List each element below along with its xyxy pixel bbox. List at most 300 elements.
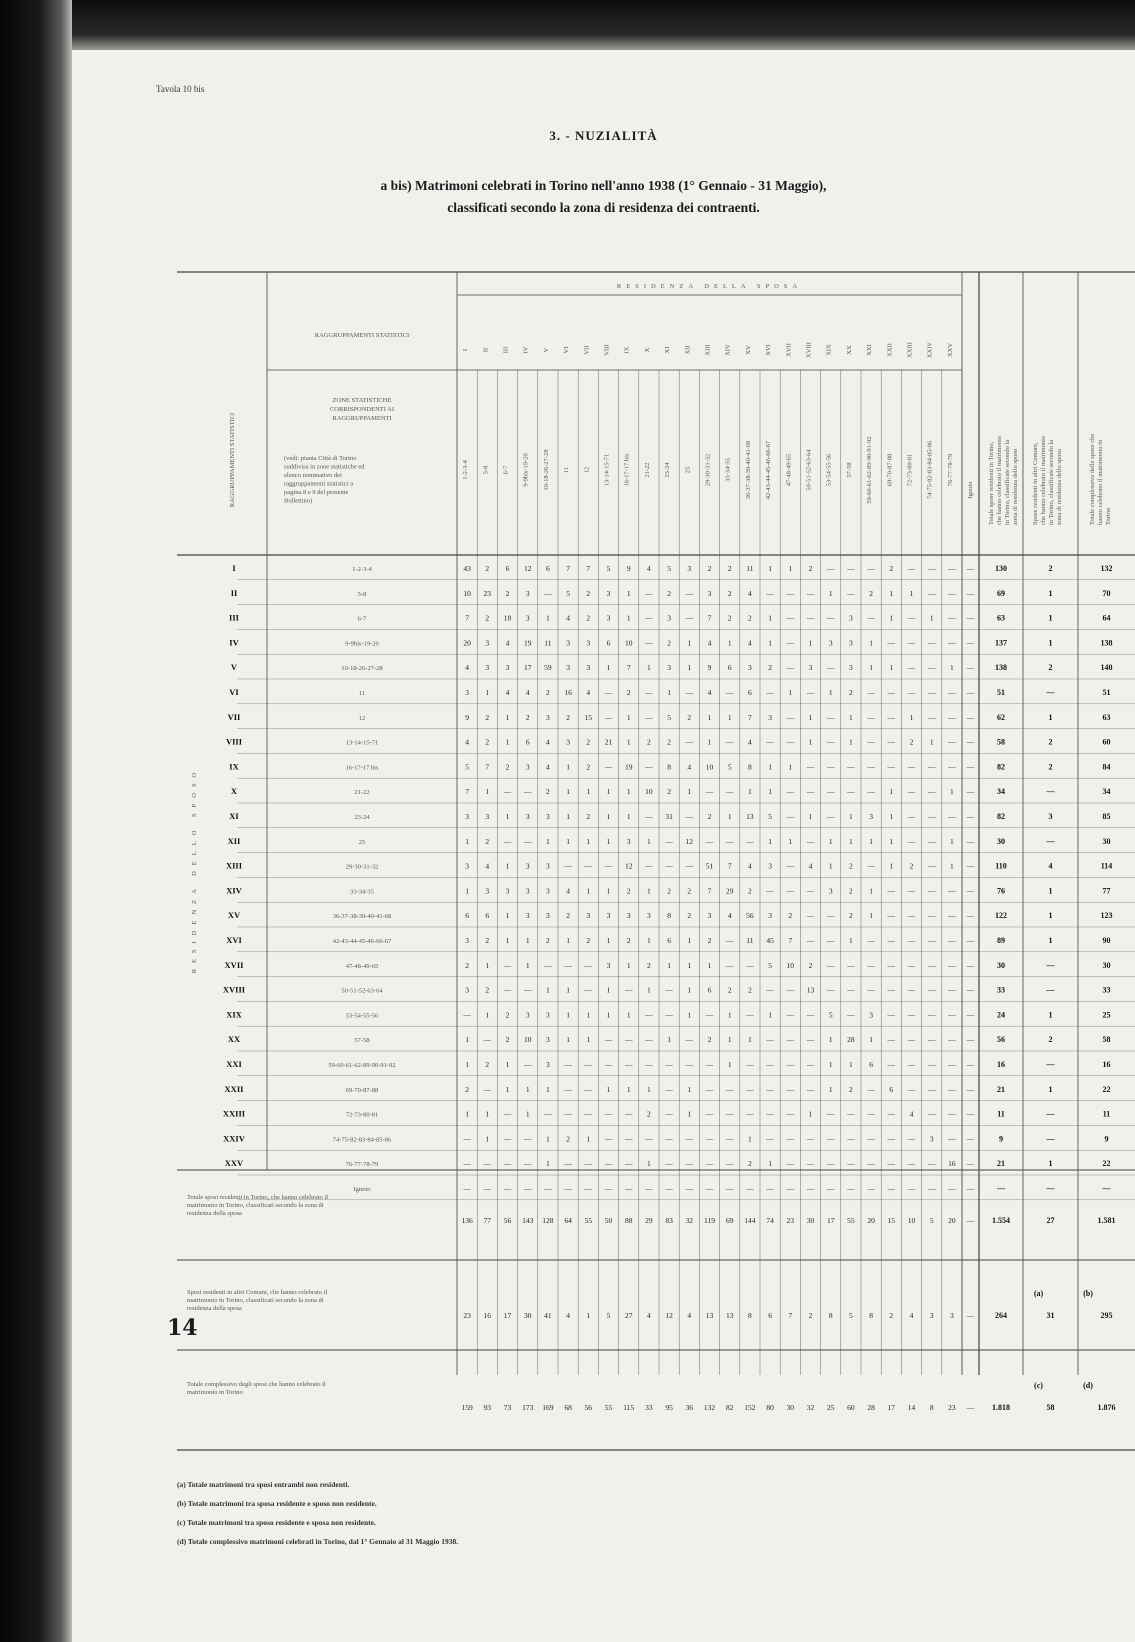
cell-XX-XXIII: — bbox=[907, 1035, 916, 1045]
row-label-VIII: VIII bbox=[225, 736, 243, 747]
cell-X-V: 2 bbox=[546, 787, 550, 797]
book-spine bbox=[0, 0, 72, 1642]
cell-II-XXV: — bbox=[948, 588, 956, 598]
cell-III-III: 18 bbox=[503, 613, 512, 623]
cell-XXII-VIII: 1 bbox=[606, 1084, 611, 1094]
cell-ignoto: — bbox=[966, 588, 975, 598]
cell-II-XXIV: — bbox=[927, 588, 936, 598]
summary-cell: 55 bbox=[604, 1403, 613, 1412]
cell-VIII-V: 4 bbox=[546, 737, 550, 747]
cell-totale: 82 bbox=[997, 762, 1005, 772]
cell-XXIV-III: — bbox=[503, 1134, 512, 1144]
cell-XXI-VI: — bbox=[564, 1060, 572, 1069]
cell-X-XIII: — bbox=[705, 787, 714, 797]
cell-XXI-X: — bbox=[645, 1060, 653, 1069]
footnotes bbox=[177, 1475, 458, 1551]
cell-VI-III: 4 bbox=[505, 688, 510, 697]
col-zone-III: 6-7 bbox=[502, 465, 510, 475]
cell-XXIV-XXV: — bbox=[948, 1134, 956, 1144]
cell-XIII-XIII: 51 bbox=[705, 861, 714, 871]
cell-VII-IV: 2 bbox=[525, 712, 530, 722]
cell-VI-IV: 4 bbox=[525, 688, 530, 697]
summary-totale: 1.554 bbox=[992, 1216, 1010, 1225]
cell-XXIV-XI: — bbox=[665, 1134, 673, 1144]
cell-XII-XIX: 1 bbox=[828, 836, 833, 846]
col-roman-XXI: XXI bbox=[866, 344, 874, 356]
summary-cell: 68 bbox=[564, 1403, 572, 1412]
cell-XIX-X: — bbox=[645, 1010, 653, 1020]
cell-VIII-XIV: — bbox=[725, 737, 734, 747]
cell-X-XXII: 1 bbox=[889, 787, 894, 797]
cell-VI-II: 1 bbox=[485, 688, 490, 697]
cell-altri: — bbox=[1046, 1134, 1055, 1144]
col-roman-II: II bbox=[482, 347, 490, 353]
cell-V-VI: 3 bbox=[566, 663, 570, 673]
cell-VII-IX: 1 bbox=[626, 712, 631, 722]
cell-XVII-V: — bbox=[544, 960, 552, 970]
cell-III-XIV: 2 bbox=[727, 613, 732, 623]
cell-XIII-XVII: — bbox=[786, 861, 795, 871]
cell-XXIV-XXI: — bbox=[867, 1134, 875, 1144]
cell-X-III: — bbox=[503, 787, 512, 797]
cell-XIX-XXII: — bbox=[887, 1010, 896, 1020]
cell-XIV-XII: 2 bbox=[687, 886, 692, 896]
cell-VI-XXIV: — bbox=[927, 688, 936, 697]
cell-XXI-XXIII: — bbox=[907, 1060, 916, 1069]
cell-ignoto-XIX: — bbox=[826, 1184, 835, 1193]
cell-IX-IV: 3 bbox=[525, 762, 530, 772]
cell-XXV-XXIV: — bbox=[927, 1159, 936, 1169]
cell-totale: 130 bbox=[995, 564, 1007, 573]
cell-altri: 4 bbox=[1048, 861, 1053, 871]
cell-XVI-IX: 2 bbox=[626, 936, 631, 945]
cell-VII-XVIII: 1 bbox=[808, 712, 813, 722]
col-zone-XXIV: 74-75-82-83-84-85-86 bbox=[926, 440, 934, 500]
cell-XX-XX: 28 bbox=[847, 1035, 855, 1045]
cell-ignoto: — bbox=[966, 638, 975, 648]
cell-XXV-XIV: — bbox=[725, 1159, 734, 1169]
cell-XIV-XXIII: — bbox=[907, 886, 916, 896]
cell-XVIII-VIII: 1 bbox=[606, 985, 611, 995]
cell-XIX-II: 1 bbox=[485, 1010, 490, 1020]
cell-X-II: 1 bbox=[485, 787, 490, 797]
cell-XII-XXII: 1 bbox=[889, 836, 894, 846]
row-zone-XIII: 29-30-31-32 bbox=[345, 863, 379, 871]
cell-ignoto-X: — bbox=[645, 1184, 653, 1193]
cell-VIII-XXIII: 2 bbox=[909, 737, 914, 747]
cell-compl: 22 bbox=[1102, 1159, 1111, 1169]
cell-I-XII: 3 bbox=[687, 564, 692, 573]
summary-altri-mark: (c) bbox=[1034, 1381, 1043, 1390]
cell-VIII-III: 1 bbox=[505, 737, 510, 747]
cell-XXIII-XVII: — bbox=[786, 1109, 795, 1119]
cell-XX-XXI: 1 bbox=[869, 1035, 873, 1045]
cell-XI-VI: 1 bbox=[566, 812, 570, 821]
summary-altri: 58 bbox=[1046, 1403, 1055, 1412]
col-roman-XVII: XVII bbox=[785, 343, 793, 357]
cell-compl: 64 bbox=[1102, 613, 1111, 623]
cell-III-XIII: 7 bbox=[707, 613, 712, 623]
cell-XVII-XX: — bbox=[847, 960, 855, 970]
cell-XVII-XIX: — bbox=[826, 960, 835, 970]
cell-III-XXIII: — bbox=[907, 613, 916, 623]
cell-III-XV: 2 bbox=[748, 613, 752, 623]
cell-XI-XVIII: 1 bbox=[808, 812, 813, 821]
cell-XXI-XV: — bbox=[746, 1060, 754, 1069]
cell-IV-XIX: 3 bbox=[828, 638, 833, 648]
cell-altri: 1 bbox=[1048, 1010, 1053, 1020]
cell-XI-X: — bbox=[645, 812, 653, 821]
cell-XXIII-II: 1 bbox=[485, 1109, 490, 1119]
cell-altri: — bbox=[1046, 1109, 1055, 1119]
cell-XII-I: 1 bbox=[465, 836, 469, 846]
cell-III-XXI: — bbox=[867, 613, 875, 623]
cell-compl: 123 bbox=[1100, 911, 1113, 921]
summary-totale: 264 bbox=[995, 1311, 1007, 1320]
cell-compl: 33 bbox=[1102, 985, 1111, 995]
cell-XVI-XXI: — bbox=[867, 936, 875, 945]
cell-XVII-XI: 1 bbox=[667, 960, 671, 970]
cell-II-VII: 2 bbox=[586, 588, 591, 598]
cell-I-XI: 5 bbox=[667, 564, 671, 573]
cell-ignoto: — bbox=[966, 762, 975, 772]
cell-XXIV-XX: — bbox=[847, 1134, 855, 1144]
cell-totale: 137 bbox=[995, 638, 1007, 648]
cell-XVI-XXII: — bbox=[887, 936, 896, 945]
cell-XI-V: 3 bbox=[546, 812, 550, 821]
cell-XXI-II: 2 bbox=[485, 1060, 490, 1069]
cell-XIII-XXIV: — bbox=[927, 861, 936, 871]
summary-cell: 115 bbox=[623, 1403, 635, 1412]
cell-XII-VI: 1 bbox=[566, 836, 570, 846]
document-page bbox=[72, 50, 1135, 1642]
cell-ignoto-XXIV: — bbox=[927, 1184, 936, 1193]
cell-XVIII-VI: 1 bbox=[566, 985, 570, 995]
cell-totale: — bbox=[997, 1184, 1005, 1193]
cell-ignoto-XVI: — bbox=[766, 1184, 774, 1193]
cell-XIII-XVI: 3 bbox=[768, 861, 772, 871]
cell-VIII-XIII: 1 bbox=[707, 737, 712, 747]
cell-ignoto: — bbox=[966, 564, 975, 573]
summary-cell: 80 bbox=[766, 1403, 774, 1412]
cell-XXI-XVI: — bbox=[766, 1060, 774, 1069]
cell-XI-III: 1 bbox=[505, 812, 510, 821]
section-title: 3. - NUZIALITÀ bbox=[549, 128, 658, 143]
cell-XXIV-XII: — bbox=[685, 1134, 694, 1144]
row-zone-VII: 12 bbox=[358, 714, 366, 722]
cell-totale: 76 bbox=[997, 886, 1005, 896]
cell-XXII-XIV: — bbox=[725, 1084, 734, 1094]
cell-ignoto: — bbox=[966, 985, 975, 995]
cell-XX-II: — bbox=[483, 1035, 492, 1045]
cell-IX-X: — bbox=[645, 762, 653, 772]
row-label-IV: IV bbox=[229, 637, 239, 648]
cell-IV-XI: 2 bbox=[667, 638, 671, 648]
row-label-XXIII: XXIII bbox=[222, 1108, 246, 1119]
cell-ignoto-XI: — bbox=[665, 1184, 673, 1193]
summary-cell: 4 bbox=[647, 1311, 651, 1320]
cell-XI-XVII: — bbox=[786, 812, 795, 821]
cell-compl: 63 bbox=[1102, 712, 1111, 722]
cell-XVI-XVII: 7 bbox=[788, 936, 793, 945]
row-zone-XXIV: 74-75-82-83-84-85-86 bbox=[332, 1136, 392, 1144]
col-roman-VI: VI bbox=[563, 346, 571, 354]
cell-ignoto-IX: — bbox=[624, 1184, 633, 1193]
cell-VII-V: 3 bbox=[546, 712, 550, 722]
cell-V-XV: 3 bbox=[748, 663, 752, 673]
cell-XI-XII: — bbox=[685, 812, 694, 821]
cell-XX-I: 1 bbox=[465, 1035, 469, 1045]
sposa-header: RESIDENZA DELLA SPOSA bbox=[616, 283, 803, 290]
cell-XXIII-XIII: — bbox=[705, 1109, 714, 1119]
cell-XV-XIII: 3 bbox=[707, 911, 712, 921]
col-zone-VIII: 13-14-15-71 bbox=[603, 453, 611, 487]
cell-VII-XXIII: 1 bbox=[909, 712, 914, 722]
cell-XIX-XXIV: — bbox=[927, 1010, 936, 1020]
cell-VIII-IX: 1 bbox=[626, 737, 631, 747]
cell-II-IX: 1 bbox=[626, 588, 631, 598]
summary-cell: 56 bbox=[503, 1216, 512, 1225]
cell-compl: 140 bbox=[1100, 663, 1113, 673]
summary-cell: 83 bbox=[665, 1216, 673, 1225]
cell-XII-VII: 1 bbox=[586, 836, 591, 846]
cell-XXIII-XVIII: 1 bbox=[808, 1109, 813, 1119]
cell-XII-XXIII: — bbox=[907, 836, 916, 846]
summary-cell: 132 bbox=[703, 1403, 716, 1412]
cell-VIII-IV: 6 bbox=[525, 737, 530, 747]
cell-ignoto-XVIII: — bbox=[806, 1184, 815, 1193]
row-label-XV: XV bbox=[227, 910, 241, 921]
cell-IV-XII: 1 bbox=[687, 638, 692, 648]
cell-XV-IX: 3 bbox=[626, 911, 631, 921]
col-roman-XIII: XIII bbox=[704, 344, 712, 356]
cell-VII-III: 1 bbox=[505, 712, 510, 722]
cell-X-XII: 1 bbox=[687, 787, 692, 797]
cell-V-XIV: 6 bbox=[727, 663, 732, 673]
cell-XXIII-V: — bbox=[544, 1109, 552, 1119]
cell-XII-XXI: 1 bbox=[869, 836, 873, 846]
cell-VI-VII: 4 bbox=[586, 688, 591, 697]
cell-XI-XIV: 1 bbox=[727, 812, 732, 821]
summary-cell: 8 bbox=[748, 1311, 752, 1320]
summary-cell: 3 bbox=[929, 1311, 934, 1320]
cell-XXV-XIII: — bbox=[705, 1159, 714, 1169]
cell-XVI-XX: 1 bbox=[849, 936, 853, 945]
raggruppamenti-header: RAGGRUPPAMENTI STATISTICI bbox=[314, 332, 410, 339]
cell-IX-I: 5 bbox=[465, 762, 469, 772]
cell-XXIII-XXII: — bbox=[887, 1109, 896, 1119]
summary-cell: 20 bbox=[867, 1216, 875, 1225]
cell-XXIV-V: 1 bbox=[546, 1134, 550, 1144]
col-zone-V: 10-18-26-27-28 bbox=[542, 449, 550, 491]
cell-ignoto: — bbox=[966, 1060, 975, 1069]
cell-XIX-IV: 3 bbox=[525, 1010, 530, 1020]
cell-XII-VIII: 1 bbox=[606, 836, 611, 846]
cell-compl: 132 bbox=[1100, 564, 1113, 573]
cell-XXV-IV: — bbox=[523, 1159, 532, 1169]
cell-XV-XVI: 3 bbox=[768, 911, 772, 921]
cell-IV-IV: 19 bbox=[523, 638, 532, 648]
cell-XXI-XII: — bbox=[685, 1060, 694, 1069]
cell-XI-XI: 31 bbox=[665, 812, 673, 821]
cell-XXII-XXIV: — bbox=[927, 1084, 936, 1094]
col-roman-IV: IV bbox=[522, 346, 530, 354]
cell-IX-XII: 4 bbox=[687, 762, 692, 772]
cell-XV-XXII: — bbox=[887, 911, 896, 921]
cell-V-XVII: — bbox=[786, 663, 795, 673]
cell-XXIV-XXII: — bbox=[887, 1134, 896, 1144]
cell-ignoto: — bbox=[966, 960, 975, 970]
cell-XX-VI: 1 bbox=[566, 1035, 570, 1045]
summary-cell: 23 bbox=[948, 1403, 956, 1412]
summary-altri-mark: (a) bbox=[1033, 1289, 1044, 1298]
summary-cell: 5 bbox=[929, 1216, 934, 1225]
cell-XXII-XX: 2 bbox=[849, 1084, 853, 1094]
cell-VII-VIII: — bbox=[604, 712, 613, 722]
cell-XXIV-XIII: — bbox=[705, 1134, 714, 1144]
cell-X-XXIV: — bbox=[927, 787, 936, 797]
cell-XIX-XXV: — bbox=[948, 1010, 956, 1020]
row-zone-XVIII: 50-51-52-63-64 bbox=[341, 987, 383, 995]
cell-XIX-III: 2 bbox=[505, 1010, 510, 1020]
col-roman-XII: XII bbox=[684, 345, 692, 355]
cell-II-VIII: 3 bbox=[606, 588, 611, 598]
cell-XI-XIX: — bbox=[826, 812, 835, 821]
cell-altri: 3 bbox=[1048, 812, 1053, 821]
col-roman-XX: XX bbox=[845, 345, 853, 355]
cell-VI-XII: — bbox=[685, 688, 694, 697]
cell-III-VI: 4 bbox=[566, 613, 570, 623]
summary-cell: 41 bbox=[544, 1311, 552, 1320]
summary-cell: 77 bbox=[483, 1216, 492, 1225]
col-zone-XXI: 59-60-61-62-89-90-91-92 bbox=[866, 436, 874, 504]
cell-VII-XXII: — bbox=[887, 712, 896, 722]
cell-totale: 138 bbox=[995, 663, 1007, 673]
cell-VIII-XXIV: 1 bbox=[929, 737, 934, 747]
cell-VIII-XVI: — bbox=[766, 737, 774, 747]
cell-XXI-XIX: 1 bbox=[828, 1060, 833, 1069]
tavola-label: Tavola 10 bis bbox=[156, 84, 205, 94]
cell-XXV-XXIII: — bbox=[907, 1159, 916, 1169]
cell-XXV-I: — bbox=[463, 1159, 471, 1169]
cell-X-XXIII: — bbox=[907, 787, 916, 797]
cell-X-XXV: 1 bbox=[950, 787, 954, 797]
cell-XII-XV: — bbox=[746, 836, 754, 846]
cell-I-XVIII: 2 bbox=[808, 564, 813, 573]
cell-VII-XVI: 3 bbox=[768, 712, 772, 722]
cell-ignoto: — bbox=[966, 712, 975, 722]
summary-cell: 8 bbox=[929, 1403, 934, 1412]
cell-XIX-XIX: 5 bbox=[828, 1010, 833, 1020]
row-label-XXI: XXI bbox=[226, 1059, 242, 1069]
footnote-a: (a) Totale matrimoni tra sposi entrambi non residenti. bbox=[177, 1480, 350, 1489]
cell-XVII-XXV: — bbox=[948, 960, 956, 970]
cell-XIV-XXIV: — bbox=[927, 886, 936, 896]
cell-IX-XIX: — bbox=[826, 762, 835, 772]
cell-XIII-XXIII: 2 bbox=[909, 861, 914, 871]
cell-altri: — bbox=[1046, 1060, 1055, 1069]
cell-XVIII-XXV: — bbox=[948, 985, 956, 995]
cell-X-IV: — bbox=[523, 787, 532, 797]
cell-XVI-XIV: — bbox=[725, 936, 734, 945]
cell-XX-XIII: 2 bbox=[707, 1035, 712, 1045]
spose-altri-header: Spose residenti in altri Comuni,che hanno celebrato il matrimonioin Torino, classificate secondo lazona di residenza dello sposo bbox=[1032, 435, 1063, 525]
cell-XI-XXII: 1 bbox=[889, 812, 894, 821]
cell-XXI-XIV: 1 bbox=[727, 1060, 732, 1069]
col-roman-III: III bbox=[502, 346, 510, 354]
summary-cell: 56 bbox=[584, 1403, 593, 1412]
cell-V-V: 59 bbox=[544, 663, 552, 673]
cell-totale: 30 bbox=[997, 960, 1005, 970]
cell-VIII-I: 4 bbox=[465, 737, 469, 747]
summary-cell: 50 bbox=[604, 1216, 613, 1225]
cell-XII-V: 1 bbox=[546, 836, 550, 846]
summary-cell: 14 bbox=[907, 1403, 916, 1412]
cell-XVIII-XIII: 6 bbox=[707, 985, 712, 995]
cell-XVIII-XVI: — bbox=[766, 985, 774, 995]
row-zone-XXI: 59-60-61-62-89-90-91-92 bbox=[328, 1062, 396, 1069]
col-zone-I: 1-2-3-4 bbox=[462, 460, 470, 480]
cell-I-III: 6 bbox=[505, 564, 510, 573]
cell-totale: 58 bbox=[997, 737, 1005, 747]
cell-XI-IV: 3 bbox=[525, 812, 530, 821]
row-zone-VI: 11 bbox=[358, 690, 366, 697]
cell-XIV-III: 3 bbox=[505, 886, 510, 896]
cell-XXV-XXI: — bbox=[867, 1159, 875, 1169]
cell-I-XXIII: — bbox=[907, 564, 916, 573]
cell-XI-XIII: 2 bbox=[707, 812, 712, 821]
col-zone-X: 21-22 bbox=[643, 462, 651, 478]
cell-XIII-VI: — bbox=[564, 861, 572, 871]
cell-ignoto: — bbox=[966, 1109, 975, 1119]
cell-XVI-XIX: — bbox=[826, 936, 835, 945]
cell-XXI-XXIV: — bbox=[927, 1060, 936, 1069]
cell-XV-VI: 2 bbox=[566, 911, 570, 921]
cell-XXIII-XVI: — bbox=[766, 1109, 774, 1119]
cell-IV-IX: 10 bbox=[624, 638, 633, 648]
cell-XIX-XVIII: — bbox=[806, 1010, 815, 1020]
cell-VII-XXV: — bbox=[948, 712, 956, 722]
cell-II-XIX: 1 bbox=[828, 588, 833, 598]
cell-VI-XIV: — bbox=[725, 688, 734, 697]
cell-XIX-XV: — bbox=[746, 1010, 754, 1020]
cell-XXI-VIII: — bbox=[604, 1060, 613, 1069]
cell-XXII-I: 2 bbox=[465, 1084, 469, 1094]
col-zone-IX: 16-17-17 bis bbox=[623, 453, 631, 487]
cell-altri: 2 bbox=[1048, 663, 1053, 673]
cell-II-XXIII: 1 bbox=[909, 588, 914, 598]
cell-VI-VIII: — bbox=[604, 688, 613, 697]
cell-VIII-XV: 4 bbox=[748, 737, 752, 747]
cell-XX-XVII: — bbox=[786, 1035, 795, 1045]
row-zone-ignoto: Ignoto bbox=[353, 1186, 371, 1193]
cell-altri: 1 bbox=[1048, 588, 1053, 598]
summary-cell: 1 bbox=[586, 1311, 591, 1320]
cell-X-XVI: 1 bbox=[768, 787, 772, 797]
cell-IX-XV: 8 bbox=[748, 762, 752, 772]
cell-XXIV-XVII: — bbox=[786, 1134, 795, 1144]
cell-totale: 110 bbox=[995, 861, 1007, 871]
cell-XXII-XII: 1 bbox=[687, 1084, 692, 1094]
cell-II-XIII: 3 bbox=[707, 588, 712, 598]
cell-II-V: — bbox=[544, 588, 552, 598]
cell-XV-XXV: — bbox=[948, 911, 956, 921]
cell-ignoto-XXV: — bbox=[948, 1184, 956, 1193]
cell-IV-XVI: 1 bbox=[768, 638, 772, 648]
cell-IX-XI: 8 bbox=[667, 762, 671, 772]
cell-IV-V: 11 bbox=[544, 638, 552, 648]
row-label-XIX: XIX bbox=[226, 1009, 242, 1020]
